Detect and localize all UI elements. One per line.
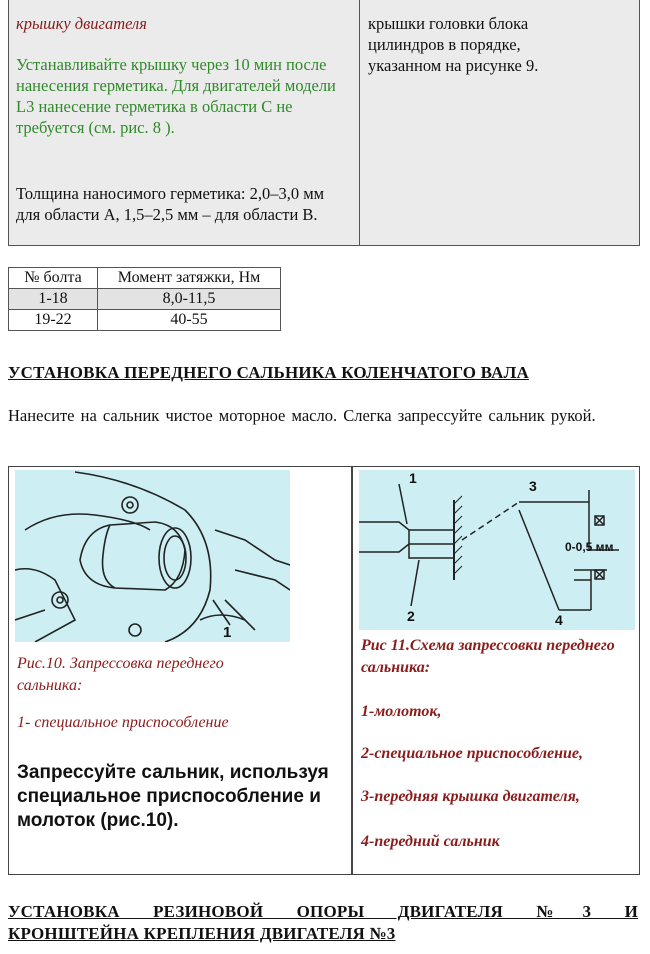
figure-table bbox=[8, 466, 640, 875]
fig11-item-4: 4-передний сальник bbox=[361, 833, 500, 850]
torque-header-bolt: № болта bbox=[9, 268, 98, 289]
table-row bbox=[9, 289, 281, 310]
section-heading-front-seal: УСТАНОВКА ПЕРЕДНЕГО САЛЬНИКА КОЛЕНЧАТОГО ВАЛА bbox=[8, 363, 529, 382]
section-heading-engine-mount-line1 bbox=[8, 902, 638, 922]
torque-cell-bolt: 1-18 bbox=[9, 289, 98, 310]
top-table-right-cell bbox=[359, 0, 640, 246]
fig10-instruction: Запрессуйте сальник, используя специальное приспособление и молоток (рис.10). bbox=[17, 762, 329, 831]
fig11-illustration bbox=[359, 470, 635, 630]
torque-header-torque: Момент затяжки, Нм bbox=[98, 268, 281, 289]
fig11-caption: Рис 11.Схема запрессовки переднего сальника: bbox=[361, 637, 615, 676]
fig10-caption: Рис.10. Запрессовка переднего сальника: bbox=[17, 655, 224, 694]
sealant-thickness-text: Толщина наносимого герметика: 2,0–3,0 мм для области А, 1,5–2,5 мм – для области В. bbox=[16, 184, 325, 224]
fig10-illustration bbox=[15, 470, 290, 642]
table-row bbox=[9, 310, 281, 331]
engine-front-seal-drawing bbox=[15, 470, 290, 642]
fig11-callout-2: 2 bbox=[407, 608, 415, 624]
fig10-callout-1: 1 bbox=[223, 624, 232, 641]
fig11-item-3: 3-передняя крышка двигателя, bbox=[361, 788, 580, 805]
section-heading-engine-mount-line2: КРОНШТЕЙНА КРЕПЛЕНИЯ ДВИГАТЕЛЯ №3 bbox=[8, 924, 396, 943]
torque-table-header-row bbox=[9, 268, 281, 289]
fig11-callout-4: 4 bbox=[555, 612, 563, 628]
fig11-item-1: 1-молоток, bbox=[361, 703, 442, 720]
top-table-left-cell bbox=[8, 0, 361, 246]
fig11-dimension-label: 0-0,5 мм bbox=[565, 540, 614, 554]
torque-cell-bolt: 19-22 bbox=[9, 310, 98, 331]
right-cell-text: крышки головки блока цилиндров в порядке, указанном на рисунке 9. bbox=[368, 14, 539, 75]
fig11-item-2: 2-специальное приспособление, bbox=[361, 745, 584, 762]
torque-table bbox=[8, 267, 281, 331]
fig11-callout-3: 3 bbox=[529, 478, 537, 494]
torque-cell-value: 40-55 bbox=[98, 310, 281, 331]
section-paragraph: Нанесите на сальник чистое моторное масло. Слегка запрессуйте сальник рукой. bbox=[8, 406, 596, 425]
figure-table-divider bbox=[351, 467, 353, 874]
fig11-callout-1: 1 bbox=[409, 470, 417, 486]
sealant-instruction-text: Устанавливайте крышку через 10 мин после нанесения герметика. Для двигателей модели L3 нанесение герметика в области С не требуется (см. рис. 8 ). bbox=[16, 55, 336, 137]
section-heading-engine-mount-line1-text: УСТАНОВКА РЕЗИНОВОЙ ОПОРЫ ДВИГАТЕЛЯ №3 И bbox=[8, 902, 638, 921]
torque-cell-value: 8,0-11,5 bbox=[98, 289, 281, 310]
left-cell-header: крышку двигателя bbox=[16, 14, 147, 33]
fig10-item-1: 1- специальное приспособление bbox=[17, 714, 229, 731]
